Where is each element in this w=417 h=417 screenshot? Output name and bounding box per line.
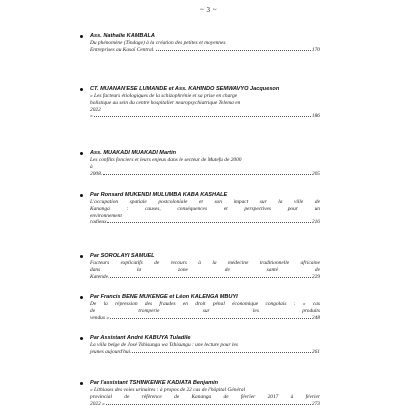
entry-title: [90, 157, 320, 177]
entry-author: [80, 33, 320, 40]
toc-entry: [80, 33, 320, 54]
entry-page: 261: [311, 348, 320, 355]
entry-title: [90, 93, 320, 120]
leader-line: [90, 349, 320, 356]
entry-page: 205: [311, 170, 320, 177]
title-line: provincial de référence de Kananga de février 2017 à février: [90, 393, 320, 400]
toc-entry: [80, 150, 320, 177]
title-line-end: jeunes aujourd'hui.: [90, 348, 132, 355]
leader-line: [90, 113, 320, 120]
title-line: à: [90, 163, 93, 170]
entry-author: [80, 192, 320, 199]
dot-leader: [94, 116, 311, 117]
bullet-icon: [80, 152, 83, 155]
bullet-icon: [80, 382, 83, 385]
author-text: Par Assistant André KABUYA Tuladile: [90, 335, 191, 341]
title-line: Kananga : causes, conséquences et perspectives pour un: [90, 205, 320, 212]
entry-title: [90, 260, 320, 280]
title-line: « Les facteurs étiologiques de la schizophrénie et sa prise en charge: [90, 93, 238, 99]
entry-author: [80, 150, 320, 157]
entry-author: [80, 380, 320, 387]
title-line: de tromperie sur les produits: [90, 307, 320, 314]
dot-leader: [110, 277, 311, 278]
title-line: environnement: [90, 212, 122, 219]
title-line-end: vendus »: [90, 314, 110, 321]
leader-line: [90, 274, 320, 281]
dot-leader: [156, 50, 311, 51]
author-text: Par SOROLAYI SAMUEL: [90, 253, 155, 259]
title-line-end: »: [90, 113, 93, 120]
toc-entry: [80, 86, 320, 120]
dot-leader: [132, 352, 311, 353]
entry-title: [90, 342, 320, 356]
author-text: Par l'assistant TSHINKENKE KADIATA Benjamin: [90, 380, 219, 386]
leader-line: [90, 171, 320, 178]
title-line: 2022: [90, 106, 101, 113]
author-text: CT. MUANAN'ESE LUMANDE et Ass. KAHINDO SEMWAVYO Jacqueson: [90, 86, 280, 92]
entry-author: [80, 335, 320, 342]
entry-page: 216: [311, 219, 320, 226]
title-line: « Lithiases des voies urinaires : à propos de 22 cas de l'hôpital Général: [90, 387, 246, 393]
entry-page: 170: [311, 46, 320, 53]
dot-leader: [106, 404, 311, 405]
bullet-icon: [80, 296, 83, 299]
bullet-icon: [80, 337, 83, 340]
toc-entry: [80, 294, 320, 321]
author-text: Ass. Nathalie KAMBALA: [90, 33, 155, 39]
entry-author: [80, 294, 320, 301]
entry-title: [90, 387, 320, 407]
title-line-end: Katende.: [90, 273, 110, 280]
bullet-icon: [80, 255, 83, 258]
entry-title: [90, 199, 320, 226]
title-line: Les conflits fonciers et leurs enjeux dans le secteur de Mutefu de 2000: [90, 157, 242, 163]
toc-entry: [80, 380, 320, 407]
dot-leader: [107, 222, 310, 223]
title-line-end: radieux: [90, 219, 107, 226]
entry-title: [90, 40, 320, 54]
title-line: holistique au sein du centre hospitalier neuropsychiatrique Telema en: [90, 99, 241, 106]
title-line-end: Entreprises au Kasaï Central.: [90, 46, 155, 53]
dot-leader: [110, 318, 311, 319]
leader-line: [90, 401, 320, 408]
title-line: L'occupation spatiale postcoloniale et son impact sur la ville de: [90, 199, 320, 205]
title-line: De la répression des fraudes en droit pénal économique congolais : « cas: [90, 301, 320, 307]
entry-author: [80, 253, 320, 260]
title-line: La villa belge de José Tshisungu wa Tshisungu : une lecture pour les: [90, 342, 238, 348]
leader-line: [90, 219, 320, 226]
entry-title: [90, 301, 320, 321]
entry-page: 248: [311, 314, 320, 321]
title-line: Du phénomène (Tindage) à la création des petites et moyennes: [90, 40, 226, 46]
toc-entry: [80, 335, 320, 356]
author-text: Par Francis BENE MUKENGE et Léon KALENGA MBUYI: [90, 294, 238, 300]
title-line-end: 2022 »: [90, 400, 105, 407]
entry-author: [80, 86, 320, 93]
page-number: ~ 3 ~: [199, 6, 218, 14]
dot-leader: [103, 174, 311, 175]
leader-line: [90, 315, 320, 322]
entry-page: 186: [311, 113, 320, 120]
toc-entry: [80, 253, 320, 280]
title-line: Facteurs explicatifs de recours à la médecine traditionnelle africaine: [90, 260, 320, 266]
author-text: Par Ronsard MUKENDI MULUMBA KABA KASHALE: [90, 192, 228, 198]
author-text: Ass. MUAKADI MUAKADI Martin: [90, 150, 177, 156]
title-line-end: 2008.: [90, 170, 103, 177]
toc-entry: [80, 192, 320, 226]
entry-page: 273: [311, 400, 320, 407]
bullet-icon: [80, 88, 83, 91]
bullet-icon: [80, 194, 83, 197]
title-line: dans la zone de santé de: [90, 266, 320, 273]
leader-line: [90, 47, 320, 54]
bullet-icon: [80, 35, 83, 38]
entry-page: 229: [311, 273, 320, 280]
